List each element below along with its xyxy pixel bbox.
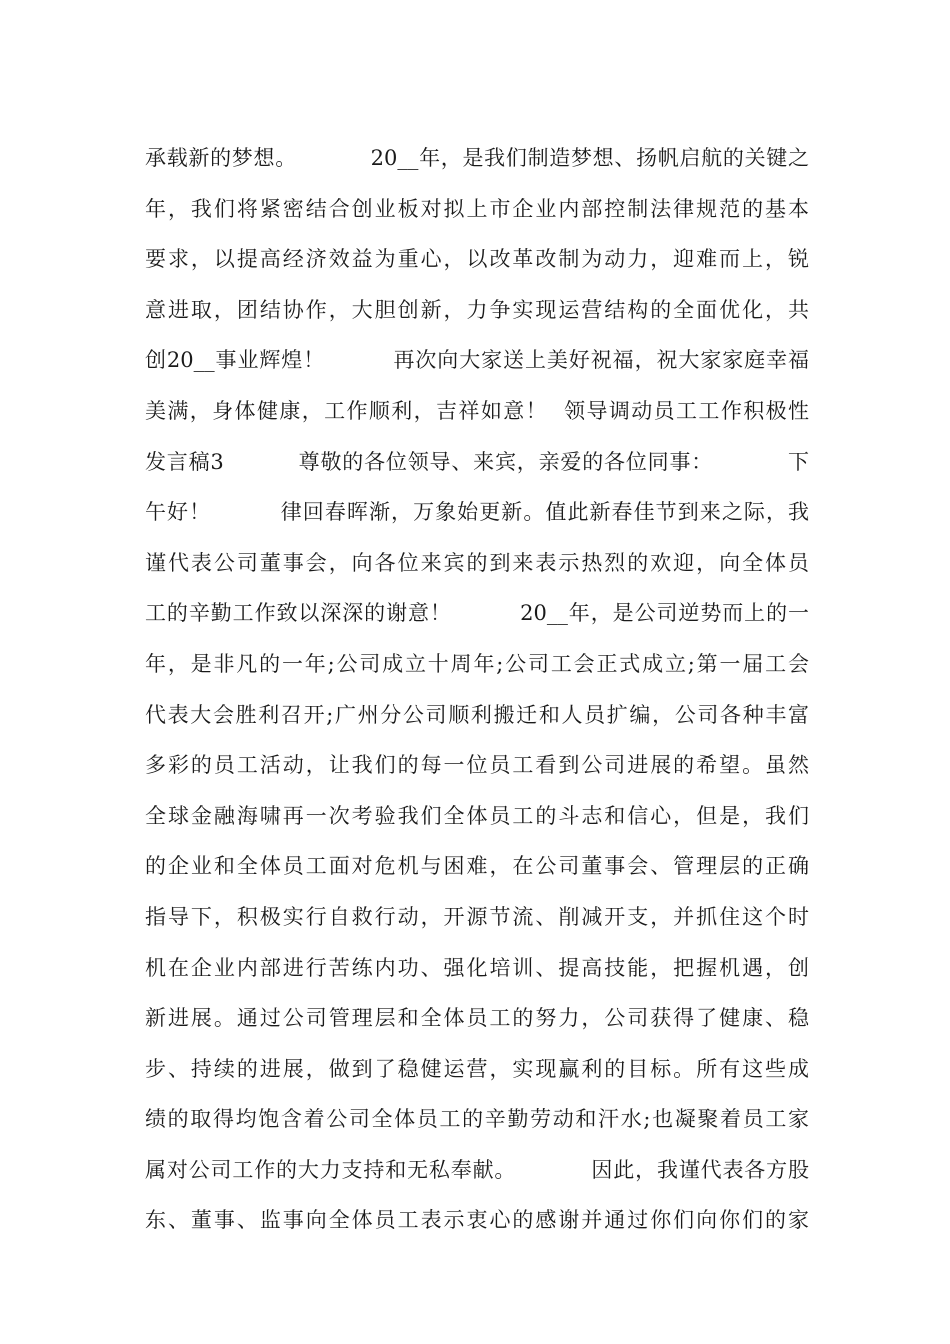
text-line-7: 发言稿3 尊敬的各位领导、来宾，亲爱的各位同事： 下 [145,449,809,474]
text-line-9: 谨代表公司董事会，向各位来宾的到来表示热烈的欢迎，向全体员 [145,550,809,575]
text-line-5: 创20__事业辉煌！ 再次向大家送上美好祝福，祝大家家庭幸福 [145,348,809,373]
text-line-2: 年，我们将紧密结合创业板对拟上市企业内部控制法律规范的基本 [145,196,809,221]
text-line-21: 属对公司工作的大力支持和无私奉献。 因此，我谨代表各方股 [145,1157,809,1182]
text-line-17: 机在企业内部进行苦练内功、强化培训、提高技能，把握机遇，创 [145,955,809,980]
text-line-14: 全球金融海啸再一次考验我们全体员工的斗志和信心，但是，我们 [145,803,809,828]
text-line-18: 新进展。通过公司管理层和全体员工的努力，公司获得了健康、稳 [145,1006,809,1031]
text-line-15: 的企业和全体员工面对危机与困难，在公司董事会、管理层的正确 [145,854,809,879]
text-line-22: 东、董事、监事向全体员工表示衷心的感谢并通过你们向你们的家 [145,1208,809,1233]
body-text [145,133,809,1246]
text-line-6: 美满，身体健康，工作顺利，吉祥如意！ 领导调动员工工作积极性 [145,398,809,423]
text-line-3: 要求，以提高经济效益为重心，以改革改制为动力，迎难而上，锐 [145,247,809,272]
text-line-11: 年，是非凡的一年;公司成立十周年;公司工会正式成立;第一届工会 [145,651,809,676]
text-line-8: 午好！ 律回春晖渐，万象始更新。值此新春佳节到来之际，我 [145,500,809,525]
text-line-19: 步、持续的进展，做到了稳健运营，实现赢利的目标。所有这些成 [145,1056,809,1081]
text-line-20: 绩的取得均饱含着公司全体员工的辛勤劳动和汗水;也凝聚着员工家 [145,1107,809,1132]
text-line-1: 承载新的梦想。 20__年，是我们制造梦想、扬帆启航的关键之 [145,146,809,170]
text-line-4: 意进取，团结协作，大胆创新，力争实现运营结构的全面优化，共 [145,297,809,322]
text-line-12: 代表大会胜利召开;广州分公司顺利搬迁和人员扩编，公司各种丰富 [145,702,809,727]
text-line-10: 工的辛勤工作致以深深的谢意！ 20__年，是公司逆势而上的一 [145,601,809,626]
text-line-16: 指导下，积极实行自救行动，开源节流、削减开支，并抓住这个时 [145,904,809,929]
text-line-13: 多彩的员工活动，让我们的每一位员工看到公司进展的希望。虽然 [145,753,809,778]
